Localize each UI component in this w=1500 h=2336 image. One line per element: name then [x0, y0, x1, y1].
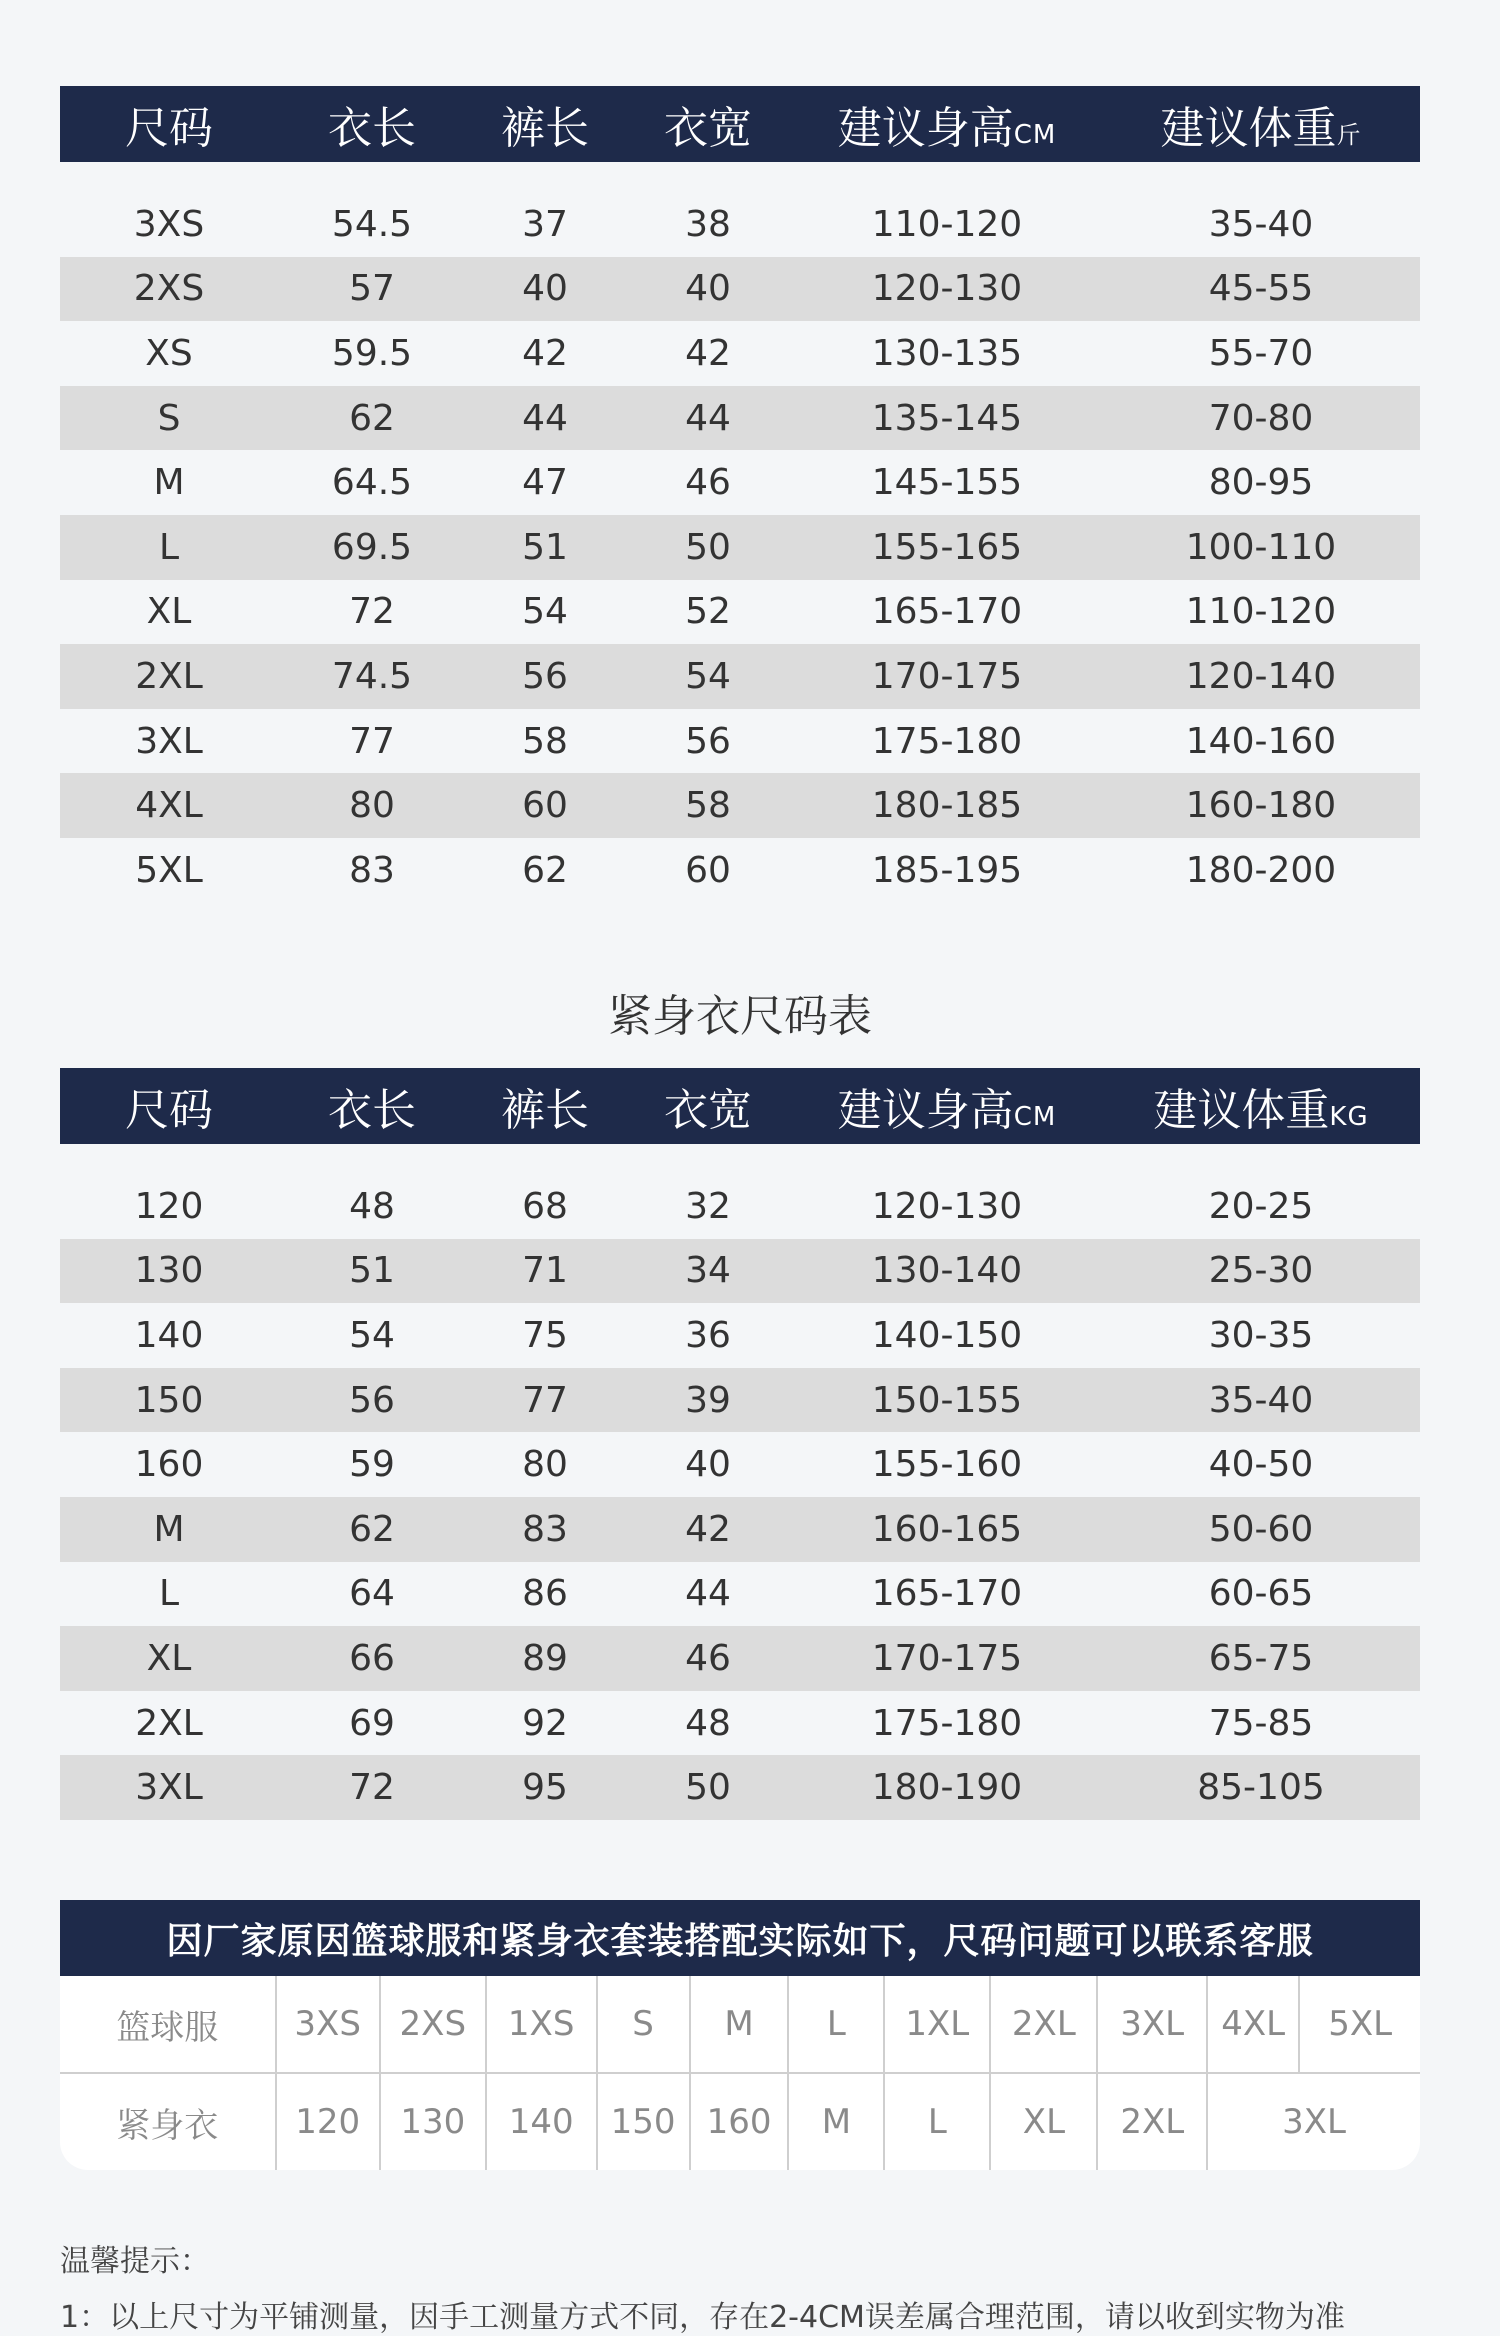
table-cell: 130-140: [871, 1250, 1023, 1292]
table-cell: 100-110: [1185, 526, 1337, 568]
basketball-size-table: [60, 86, 1420, 903]
table-row: [60, 192, 1420, 257]
table-cell: 58: [522, 720, 568, 762]
match-cell: 3XL: [1098, 1976, 1208, 2072]
table-cell: 4XL: [135, 785, 203, 827]
table-cell: 36: [685, 1314, 731, 1356]
weight-unit: 斤: [1336, 121, 1362, 149]
table-row: [60, 450, 1420, 515]
table-cell: 70-80: [1208, 397, 1314, 439]
table-body: [60, 192, 1420, 903]
table-cell: 32: [685, 1185, 731, 1227]
table-cell: 175-180: [871, 1702, 1023, 1744]
table-cell: 60-65: [1208, 1573, 1314, 1615]
table-cell: 140: [134, 1314, 204, 1356]
table-cell: 83: [349, 849, 395, 891]
table-cell: 62: [349, 1508, 395, 1550]
table-cell: 54: [349, 1314, 395, 1356]
table-cell: 46: [685, 462, 731, 504]
table-row: [60, 580, 1420, 645]
table-cell: 54.5: [331, 203, 413, 245]
table-cell: 95: [522, 1767, 568, 1809]
table-cell: 160-165: [871, 1508, 1023, 1550]
match-cell: 1XL: [885, 1976, 991, 2072]
tights-label: 紧身衣: [60, 2074, 277, 2170]
table-cell: 165-170: [871, 1573, 1023, 1615]
table-cell: 66: [349, 1637, 395, 1679]
header-height: 建议身高CM: [837, 1085, 1057, 1136]
match-cell: 160: [691, 2074, 790, 2170]
table-cell: 42: [685, 1508, 731, 1550]
table-cell: 89: [522, 1637, 568, 1679]
table-row: [60, 515, 1420, 580]
table-cell: 185-195: [871, 849, 1023, 891]
table-row: [60, 838, 1420, 903]
table-cell: 60: [685, 849, 731, 891]
table-cell: 140-150: [871, 1314, 1023, 1356]
table-cell: 59.5: [331, 332, 413, 374]
table-cell: 5XL: [135, 849, 203, 891]
height-unit: CM: [1013, 1102, 1057, 1132]
table-cell: 42: [522, 332, 568, 374]
table-row: [60, 1691, 1420, 1756]
table-cell: 56: [522, 655, 568, 697]
table-cell: 2XL: [135, 1702, 203, 1744]
table-row: [60, 773, 1420, 838]
table-row: [60, 644, 1420, 709]
match-cell: 1XS: [487, 1976, 598, 2072]
table-cell: 40: [685, 1444, 731, 1486]
table-cell: 180-190: [871, 1767, 1023, 1809]
table-cell: 42: [685, 332, 731, 374]
table-cell: 180-200: [1185, 849, 1337, 891]
table-cell: 3XL: [135, 720, 203, 762]
match-cell: 130: [381, 2074, 487, 2170]
match-cell: 2XS: [381, 1976, 487, 2072]
size-match-table: [60, 1900, 1420, 2170]
table-row: [60, 386, 1420, 451]
table-cell: 34: [685, 1250, 731, 1292]
table-header: [60, 86, 1420, 162]
table-cell: 58: [685, 785, 731, 827]
header-weight: 建议体重斤: [1160, 103, 1362, 154]
table-cell: 2XS: [133, 268, 205, 310]
table-cell: 54: [522, 591, 568, 633]
header-length: 衣长: [328, 1085, 416, 1136]
match-cell: 2XL: [991, 1976, 1098, 2072]
table-cell: 130: [134, 1250, 204, 1292]
table-row: [60, 1432, 1420, 1497]
table-cell: 40: [522, 268, 568, 310]
table-cell: 77: [522, 1379, 568, 1421]
table-cell: 160-180: [1185, 785, 1337, 827]
table-cell: 64: [349, 1573, 395, 1615]
table-row: [60, 321, 1420, 386]
table-cell: 130-135: [871, 332, 1023, 374]
table-cell: 69.5: [331, 526, 413, 568]
table-cell: 50: [685, 1767, 731, 1809]
table-row: [60, 257, 1420, 322]
header-size: 尺码: [125, 1085, 213, 1136]
table-cell: 39: [685, 1379, 731, 1421]
table-cell: 40: [685, 268, 731, 310]
table-cell: 155-165: [871, 526, 1023, 568]
header-width: 衣宽: [664, 103, 752, 154]
table-cell: 65-75: [1208, 1637, 1314, 1679]
table-cell: 120-140: [1185, 655, 1337, 697]
table-cell: 30-35: [1208, 1314, 1314, 1356]
match-cell: 2XL: [1098, 2074, 1208, 2170]
table-cell: 62: [522, 849, 568, 891]
table-row: [60, 1497, 1420, 1562]
height-unit: CM: [1013, 120, 1057, 150]
tips-title: 温馨提示：: [60, 2244, 210, 2279]
table-row: [60, 1626, 1420, 1691]
table-cell: 170-175: [871, 1637, 1023, 1679]
table-cell: 145-155: [871, 462, 1023, 504]
table-row: [60, 1303, 1420, 1368]
table-cell: 110-120: [1185, 591, 1337, 633]
table-cell: 155-160: [871, 1444, 1023, 1486]
table-cell: S: [157, 397, 181, 439]
table-cell: L: [158, 1573, 180, 1615]
table-cell: 20-25: [1208, 1185, 1314, 1227]
table-cell: 77: [349, 720, 395, 762]
table-cell: 150: [134, 1379, 204, 1421]
table-cell: 120-130: [871, 268, 1023, 310]
table-cell: 46: [685, 1637, 731, 1679]
table-cell: 68: [522, 1185, 568, 1227]
table-cell: 50-60: [1208, 1508, 1314, 1550]
table-cell: 85-105: [1197, 1767, 1325, 1809]
table-row: [60, 1239, 1420, 1304]
table-cell: 38: [685, 203, 731, 245]
table-cell: 56: [685, 720, 731, 762]
table-cell: 48: [685, 1702, 731, 1744]
table-cell: 170-175: [871, 655, 1023, 697]
table-cell: 110-120: [871, 203, 1023, 245]
table-cell: 35-40: [1208, 203, 1314, 245]
match-grid: [60, 1976, 1420, 2170]
table-cell: 135-145: [871, 397, 1023, 439]
table-cell: 180-185: [871, 785, 1023, 827]
table-cell: 3XL: [135, 1767, 203, 1809]
table-cell: 48: [349, 1185, 395, 1227]
match-cell: S: [598, 1976, 691, 2072]
header-height: 建议身高CM: [837, 103, 1057, 154]
table-cell: XL: [146, 591, 192, 633]
table-row: [60, 709, 1420, 774]
table-cell: 83: [522, 1508, 568, 1550]
table-cell: 35-40: [1208, 1379, 1314, 1421]
table-cell: 69: [349, 1702, 395, 1744]
table-cell: 120-130: [871, 1185, 1023, 1227]
tights-size-table: [60, 1068, 1420, 1820]
table-cell: L: [158, 526, 180, 568]
match-cell: 3XS: [277, 1976, 381, 2072]
table-row: [60, 1174, 1420, 1239]
match-row-tights: [60, 2072, 1420, 2170]
table-cell: 86: [522, 1573, 568, 1615]
table-cell: 40-50: [1208, 1444, 1314, 1486]
table-cell: 71: [522, 1250, 568, 1292]
match-cell: M: [789, 2074, 885, 2170]
table-cell: 160: [134, 1444, 204, 1486]
table-cell: 52: [685, 591, 731, 633]
header-pants: 裤长: [501, 103, 589, 154]
header-width: 衣宽: [664, 1085, 752, 1136]
table-cell: XL: [146, 1637, 192, 1679]
table-cell: M: [153, 462, 185, 504]
table-cell: 2XL: [135, 655, 203, 697]
table-cell: 64.5: [331, 462, 413, 504]
table-cell: 60: [522, 785, 568, 827]
table-row: [60, 1368, 1420, 1433]
table-cell: 72: [349, 1767, 395, 1809]
header-weight: 建议体重KG: [1153, 1085, 1369, 1136]
weight-unit: KG: [1329, 1102, 1369, 1132]
table-cell: 55-70: [1208, 332, 1314, 374]
table-cell: 45-55: [1208, 268, 1314, 310]
match-cell: L: [885, 2074, 991, 2170]
table-cell: 74.5: [331, 655, 413, 697]
table-cell: 120: [134, 1185, 204, 1227]
match-cell: 5XL: [1328, 2004, 1393, 2044]
match-cell: 3XL: [1282, 2102, 1346, 2142]
tips-line-1: 1：以上尺寸为平铺测量，因手工测量方式不同，存在2-4CM误差属合理范围，请以收到实物为准: [60, 2300, 1345, 2335]
table-cell: 57: [349, 268, 395, 310]
table-body: [60, 1174, 1420, 1820]
table-cell: 92: [522, 1702, 568, 1744]
table-cell: M: [153, 1508, 185, 1550]
table-cell: 72: [349, 591, 395, 633]
table-cell: 75: [522, 1314, 568, 1356]
table-cell: 62: [349, 397, 395, 439]
match-title: 因厂家原因篮球服和紧身衣套装搭配实际如下，尺码问题可以联系客服: [60, 1900, 1420, 1976]
tights-table-title: 紧身衣尺码表: [608, 991, 872, 1042]
table-cell: 51: [522, 526, 568, 568]
table-cell: 3XS: [133, 203, 205, 245]
table-cell: 44: [685, 1573, 731, 1615]
match-cell: L: [789, 1976, 885, 2072]
table-cell: 165-170: [871, 591, 1023, 633]
match-cell: 140: [487, 2074, 598, 2170]
basketball-label: 篮球服: [60, 1976, 277, 2072]
match-cell: 150: [598, 2074, 691, 2170]
table-cell: 175-180: [871, 720, 1023, 762]
table-row: [60, 1755, 1420, 1820]
table-cell: 47: [522, 462, 568, 504]
table-cell: XS: [145, 332, 193, 374]
table-cell: 75-85: [1208, 1702, 1314, 1744]
table-cell: 25-30: [1208, 1250, 1314, 1292]
match-cell: XL: [991, 2074, 1098, 2170]
table-cell: 37: [522, 203, 568, 245]
match-row-basketball: [60, 1976, 1420, 2072]
table-cell: 140-160: [1185, 720, 1337, 762]
table-cell: 51: [349, 1250, 395, 1292]
table-cell: 50: [685, 526, 731, 568]
table-cell: 80: [349, 785, 395, 827]
match-cell: M: [691, 1976, 790, 2072]
header-length: 衣长: [328, 103, 416, 154]
table-cell: 44: [685, 397, 731, 439]
table-cell: 56: [349, 1379, 395, 1421]
match-cell: 4XL: [1208, 1976, 1300, 2072]
header-pants: 裤长: [501, 1085, 589, 1136]
table-cell: 150-155: [871, 1379, 1023, 1421]
table-cell: 54: [685, 655, 731, 697]
table-cell: 44: [522, 397, 568, 439]
table-header: [60, 1068, 1420, 1144]
table-cell: 80-95: [1208, 462, 1314, 504]
table-row: [60, 1562, 1420, 1627]
header-size: 尺码: [125, 103, 213, 154]
table-cell: 80: [522, 1444, 568, 1486]
match-cell: 120: [277, 2074, 381, 2170]
table-cell: 59: [349, 1444, 395, 1486]
